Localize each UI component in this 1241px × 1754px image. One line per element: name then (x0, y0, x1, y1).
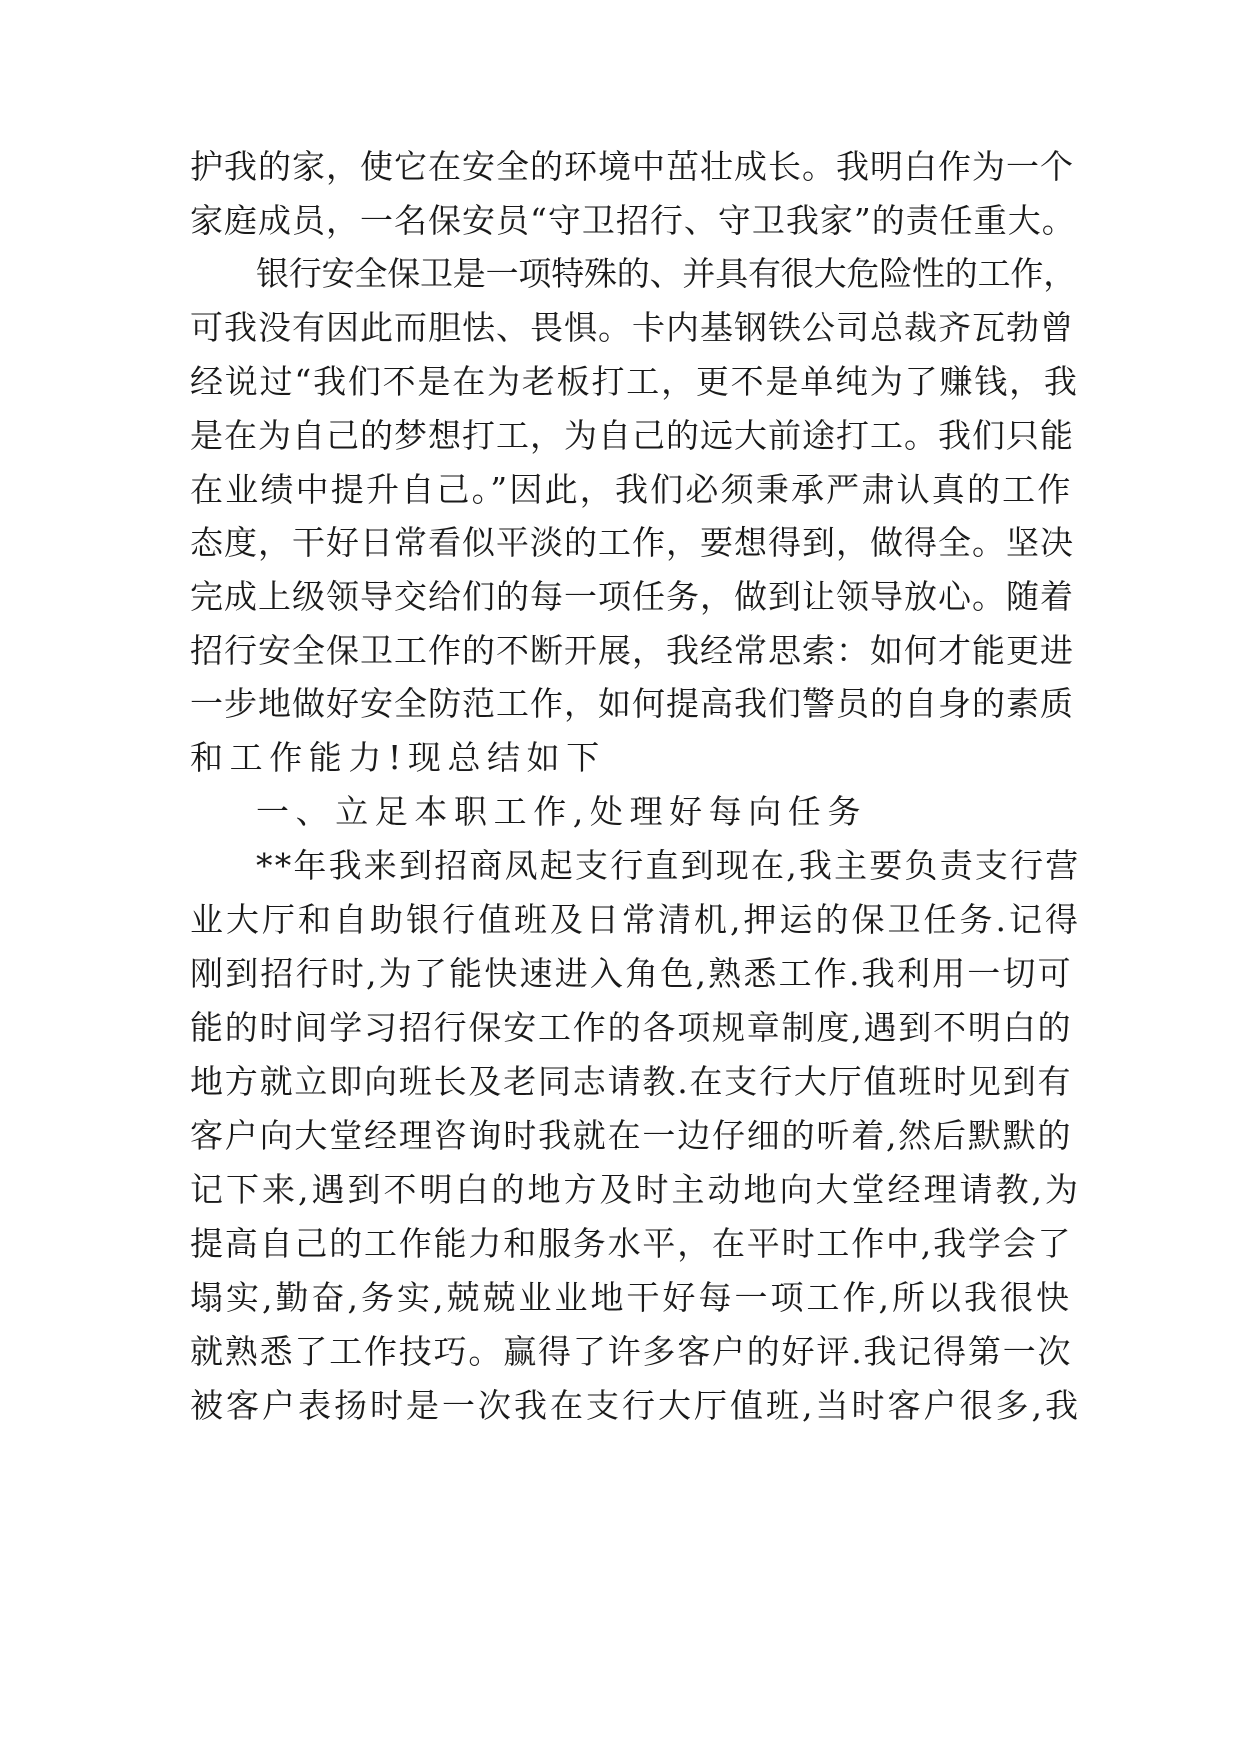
text-line: 记下来,遇到不明白的地方及时主动地向大堂经理请教,为 (190, 1170, 1081, 1209)
text-line: 地方就立即向班长及老同志请教.在支行大厅值班时见到有 (190, 1062, 1073, 1101)
text-line: 经说过“我们不是在为老板打工，更不是单纯为了赚钱，我 (190, 362, 1079, 401)
text-line: 提高自己的工作能力和服务水平，在平时工作中,我学会了 (190, 1224, 1073, 1263)
text-line: 一步地做好安全防范工作，如何提高我们警员的自身的素质 (190, 684, 1074, 723)
paragraph-start-line: **年我来到招商凤起支行直到现在,我主要负责支行营 (256, 846, 1081, 885)
text-line: 塌实,勤奋,务实,兢兢业业地干好每一项工作,所以我很快 (190, 1278, 1072, 1317)
section-heading: 一、立足本职工作,处理好每向任务 (256, 792, 868, 831)
text-line: 在业绩中提升自己。”因此，我们必须秉承严肃认真的工作 (190, 470, 1073, 509)
text-line: 护我的家，使它在安全的环境中茁壮成长。我明白作为一个 (190, 147, 1074, 186)
text-line: 可我没有因此而胆怯、畏惧。卡内基钢铁公司总裁齐瓦勃曾 (190, 308, 1074, 347)
text-line: 态度，干好日常看似平淡的工作，要想得到，做得全。坚决 (190, 523, 1074, 562)
text-line: 招行安全保卫工作的不断开展，我经常思索：如何才能更进 (190, 631, 1074, 670)
text-line: 完成上级领导交给们的每一项任务，做到让领导放心。随着 (190, 577, 1074, 616)
text-line: 客户向大堂经理咨询时我就在一边仔细的听着,然后默默的 (190, 1116, 1073, 1155)
text-line: 刚到招行时,为了能快速进入角色,熟悉工作.我利用一切可 (190, 954, 1073, 993)
text-line: 业大厅和自助银行值班及日常清机,押运的保卫任务.记得 (190, 900, 1081, 939)
text-line: 能的时间学习招行保安工作的各项规章制度,遇到不明白的 (190, 1008, 1073, 1047)
text-line: 家庭成员，一名保安员“守卫招行、守卫我家”的责任重大。 (190, 201, 1076, 240)
text-line: 和工作能力!现总结如下 (190, 738, 606, 777)
paragraph-start-line: 银行安全保卫是一项特殊的、并具有很大危险性的工作， (256, 254, 1077, 293)
text-line: 是在为自己的梦想打工，为自己的远大前途打工。我们只能 (190, 416, 1074, 455)
text-line: 就熟悉了工作技巧。赢得了许多客户的好评.我记得第一次 (190, 1332, 1073, 1371)
text-line: 被客户表扬时是一次我在支行大厅值班,当时客户很多,我 (190, 1386, 1081, 1425)
